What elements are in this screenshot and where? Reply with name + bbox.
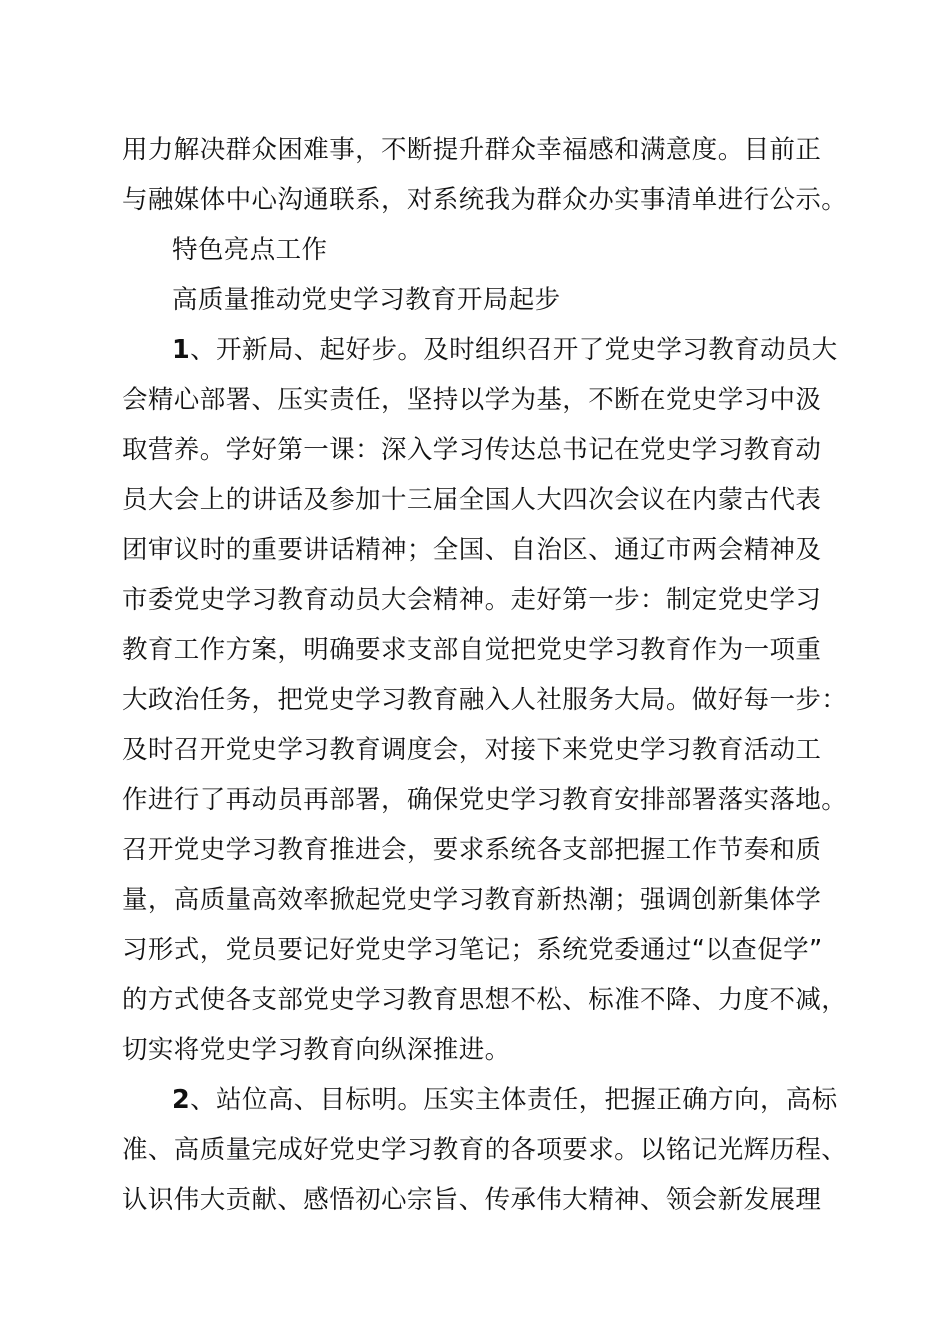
section1-first-line <box>172 333 838 367</box>
paragraph-line: 取营养。学好第一课：深入学习传达总书记在党史学习教育动 <box>122 435 822 465</box>
paragraph-line: 作进行了再动员再部署，确保党史学习教育安排部署落实落地。 <box>122 785 848 815</box>
paragraph-line: 量，高质量高效率掀起党史学习教育新热潮；强调创新集体学 <box>122 885 822 915</box>
paragraph-line: 员大会上的讲话及参加十三届全国人大四次会议在内蒙古代表 <box>122 485 822 515</box>
paragraph-line: 召开党史学习教育推进会，要求系统各支部把握工作节奏和质 <box>122 835 822 865</box>
paragraph-line: 市委党史学习教育动员大会精神。走好第一步：制定党史学习 <box>122 585 822 615</box>
section2-number: 2 <box>172 1085 191 1115</box>
section1-number: 1 <box>172 335 191 365</box>
paragraph-line: 与融媒体中心沟通联系，对系统我为群众办实事清单进行公示。 <box>122 185 848 215</box>
paragraph-line: 大政治任务，把党史学习教育融入人社服务大局。做好每一步： <box>122 685 848 715</box>
paragraph-line: 认识伟大贡献、感悟初心宗旨、传承伟大精神、领会新发展理 <box>122 1185 822 1215</box>
subsection-heading: 高质量推动党史学习教育开局起步 <box>172 285 561 315</box>
section2-first-line-text: 、站位高、目标明。压实主体责任，把握正确方向，高标 <box>190 1085 838 1115</box>
paragraph-line: 用力解决群众困难事，不断提升群众幸福感和满意度。目前正 <box>122 135 822 165</box>
paragraph-line: 的方式使各支部党史学习教育思想不松、标准不降、力度不减， <box>122 985 848 1015</box>
section2-first-line <box>172 1083 838 1117</box>
paragraph-line: 团审议时的重要讲话精神；全国、自治区、通辽市两会精神及 <box>122 535 822 565</box>
section-heading: 特色亮点工作 <box>172 235 328 265</box>
paragraph-line: 准、高质量完成好党史学习教育的各项要求。以铭记光辉历程、 <box>122 1135 848 1165</box>
paragraph-line: 会精心部署、压实责任，坚持以学为基，不断在党史学习中汲 <box>122 385 822 415</box>
section1-first-line-text: 、开新局、起好步。及时组织召开了党史学习教育动员大 <box>190 335 838 365</box>
paragraph-line: 及时召开党史学习教育调度会，对接下来党史学习教育活动工 <box>122 735 822 765</box>
paragraph-line: 教育工作方案，明确要求支部自觉把党史学习教育作为一项重 <box>122 635 822 665</box>
paragraph-line: 习形式，党员要记好党史学习笔记；系统党委通过“以查促学” <box>122 935 823 965</box>
paragraph-line: 切实将党史学习教育向纵深推进。 <box>122 1035 511 1065</box>
